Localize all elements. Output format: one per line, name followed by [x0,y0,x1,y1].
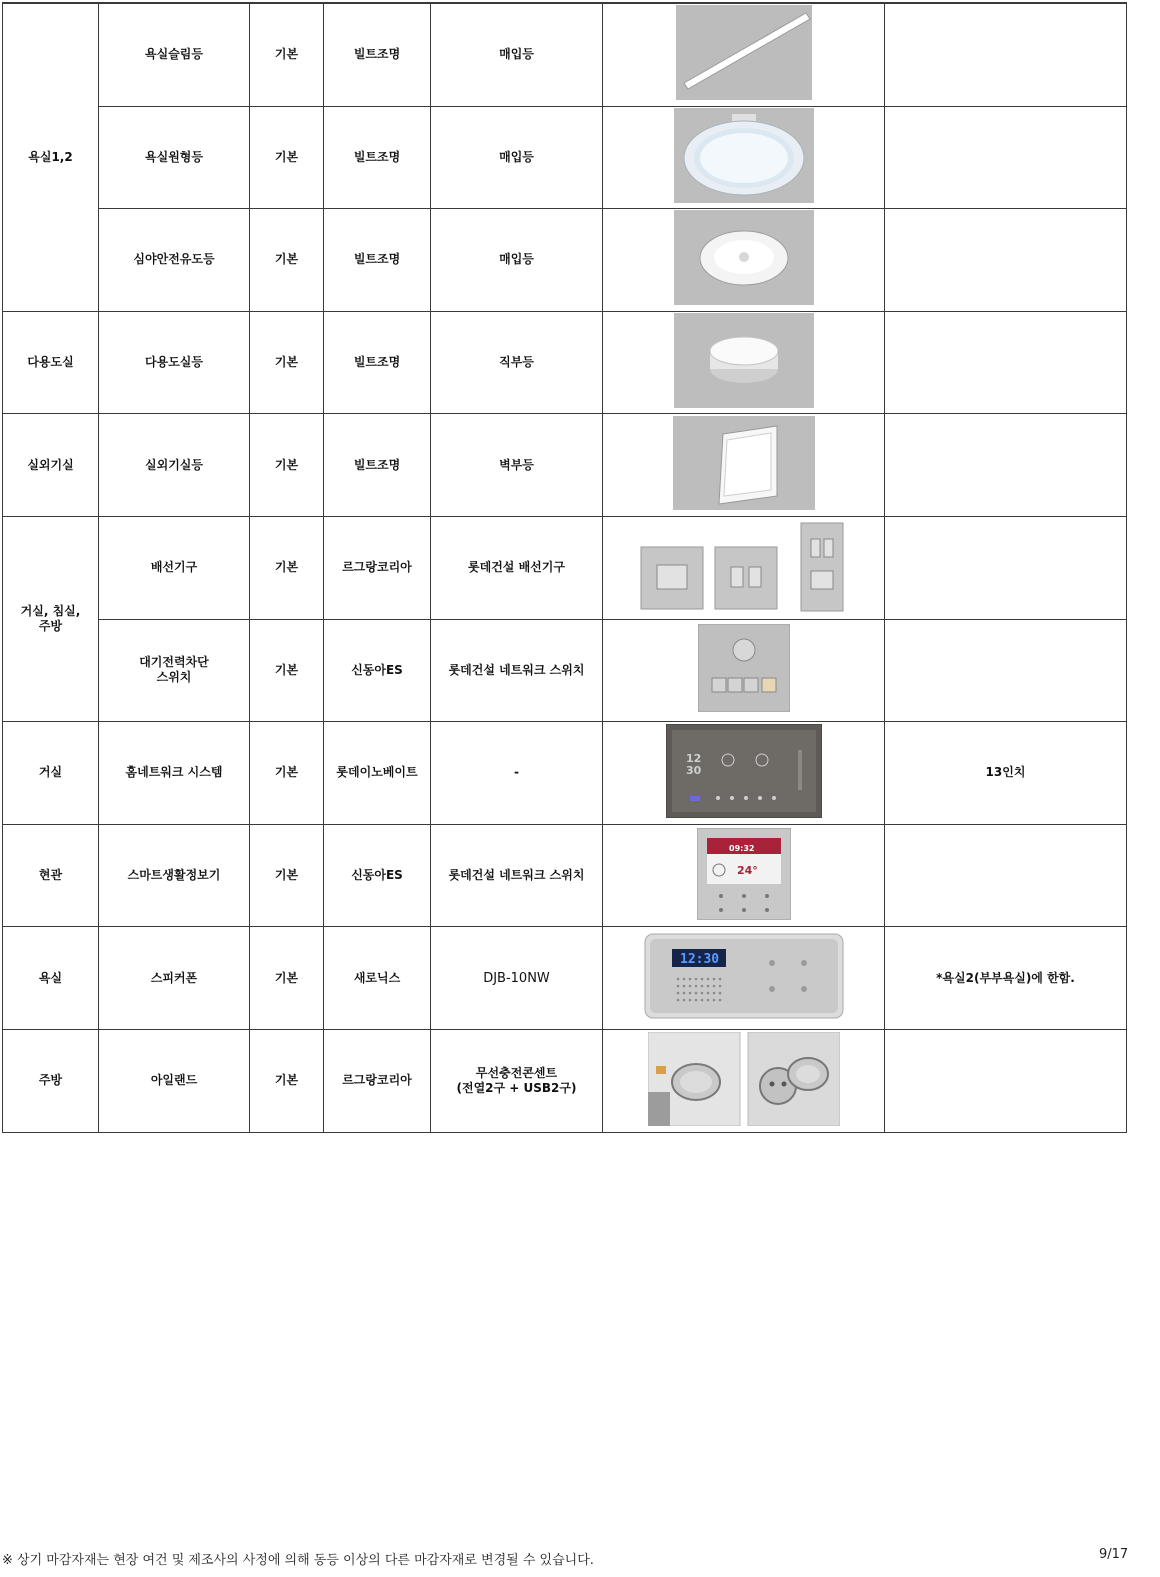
note-cell [885,516,1127,619]
item-cell: 홈네트워크 시스템 [99,722,250,825]
spec-cell: - [431,722,603,825]
spec-cell: 무선충전콘센트 (전열2구 + USB2구) [431,1029,603,1132]
grade-cell: 기본 [250,516,324,619]
table-row [3,106,1127,209]
product-image-cell [603,1029,885,1132]
spec-cell: 롯데건설 배선기구 [431,516,603,619]
product-image-cell [603,4,885,107]
note-cell [885,106,1127,209]
maker-cell: 르그랑코리아 [324,1029,431,1132]
room-cell: 실외기실 [3,414,99,517]
maker-cell: 신동아ES [324,619,431,722]
grade-cell: 기본 [250,4,324,107]
room-cell: 욕실1,2 [3,4,99,312]
note-cell: *욕실2(부부욕실)에 한함. [885,927,1127,1030]
speaker-clock: 12:30 [679,952,719,968]
grade-cell: 기본 [250,209,324,312]
spec-cell: 매입등 [431,4,603,107]
grade-cell: 기본 [250,106,324,209]
grade-cell: 기본 [250,414,324,517]
room-cell: 주방 [3,1029,99,1132]
table-row [3,414,1127,517]
room-cell: 현관 [3,824,99,927]
spec-cell: DJB-10NW [431,927,603,1030]
item-cell: 대기전력차단 스위치 [99,619,250,722]
home-network-panel-image [666,724,822,818]
item-cell: 심야안전유도등 [99,209,250,312]
maker-cell: 빌트조명 [324,209,431,312]
grade-cell: 기본 [250,722,324,825]
maker-cell: 빌트조명 [324,311,431,414]
room-cell: 다용도실 [3,311,99,414]
maker-cell: 신동아ES [324,824,431,927]
note-cell [885,619,1127,722]
product-image-cell [603,106,885,209]
speakerphone-image [644,933,844,1019]
island-outlet-image [648,1032,840,1126]
item-cell: 실외기실등 [99,414,250,517]
maker-cell: 빌트조명 [324,414,431,517]
grade-cell: 기본 [250,1029,324,1132]
table-row [3,516,1127,619]
note-cell: 13인치 [885,722,1127,825]
spec-cell: 롯데건설 네트워크 스위치 [431,824,603,927]
wall-light-image [673,416,815,510]
table-row [3,4,1127,107]
spec-table [2,2,1127,1133]
note-cell [885,311,1127,414]
smart-info-display-image [697,828,791,920]
maker-cell: 롯데이노베이트 [324,722,431,825]
smart-time: 09:32 [728,843,754,853]
spec-cell: 매입등 [431,106,603,209]
wiring-switches-image [639,519,849,613]
note-cell [885,824,1127,927]
maker-cell: 빌트조명 [324,106,431,209]
grade-cell: 기본 [250,311,324,414]
safety-guide-light-image [674,210,814,305]
maker-cell: 새로닉스 [324,927,431,1030]
product-image-cell [603,311,885,414]
room-cell: 거실 [3,722,99,825]
note-cell [885,209,1127,312]
product-image-cell [603,927,885,1030]
spec-cell: 매입등 [431,209,603,312]
item-cell: 다용도실등 [99,311,250,414]
page-number: 9/17 [1099,1547,1129,1562]
standby-power-switch-image [698,624,790,712]
room-cell: 욕실 [3,927,99,1030]
grade-cell: 기본 [250,619,324,722]
table-row [3,619,1127,722]
maker-cell: 빌트조명 [324,4,431,107]
grade-cell: 기본 [250,824,324,927]
item-cell: 스피커폰 [99,927,250,1030]
table-row [3,927,1127,1030]
table-row [3,824,1127,927]
homenet-hour: 12 [685,751,701,765]
slim-light-image [676,5,812,100]
note-cell [885,414,1127,517]
spec-cell: 롯데건설 네트워크 스위치 [431,619,603,722]
product-image-cell [603,414,885,517]
item-cell: 배선기구 [99,516,250,619]
table-row [3,209,1127,312]
room-cell: 거실, 침실, 주방 [3,516,99,721]
item-cell: 욕실슬림등 [99,4,250,107]
smart-temp: 24° [736,863,758,877]
note-cell [885,4,1127,107]
maker-cell: 르그랑코리아 [324,516,431,619]
round-downlight-image [674,108,814,203]
item-cell: 욕실원형등 [99,106,250,209]
footer-note: ※ 상기 마감자재는 현장 여건 및 제조사의 사정에 의해 동등 이상의 다른 마감자재로 변경될 수 있습니다. [2,1553,594,1568]
spec-cell: 벽부등 [431,414,603,517]
table-row [3,311,1127,414]
product-image-cell [603,516,885,619]
spec-cell: 직부등 [431,311,603,414]
note-cell [885,1029,1127,1132]
product-image-cell [603,722,885,825]
grade-cell: 기본 [250,927,324,1030]
product-image-cell [603,619,885,722]
table-row [3,1029,1127,1132]
product-image-cell [603,209,885,312]
table-row [3,722,1127,825]
ceiling-light-image [674,313,814,408]
item-cell: 아일랜드 [99,1029,250,1132]
item-cell: 스마트생활정보기 [99,824,250,927]
product-image-cell [603,824,885,927]
homenet-minute: 30 [685,763,701,777]
